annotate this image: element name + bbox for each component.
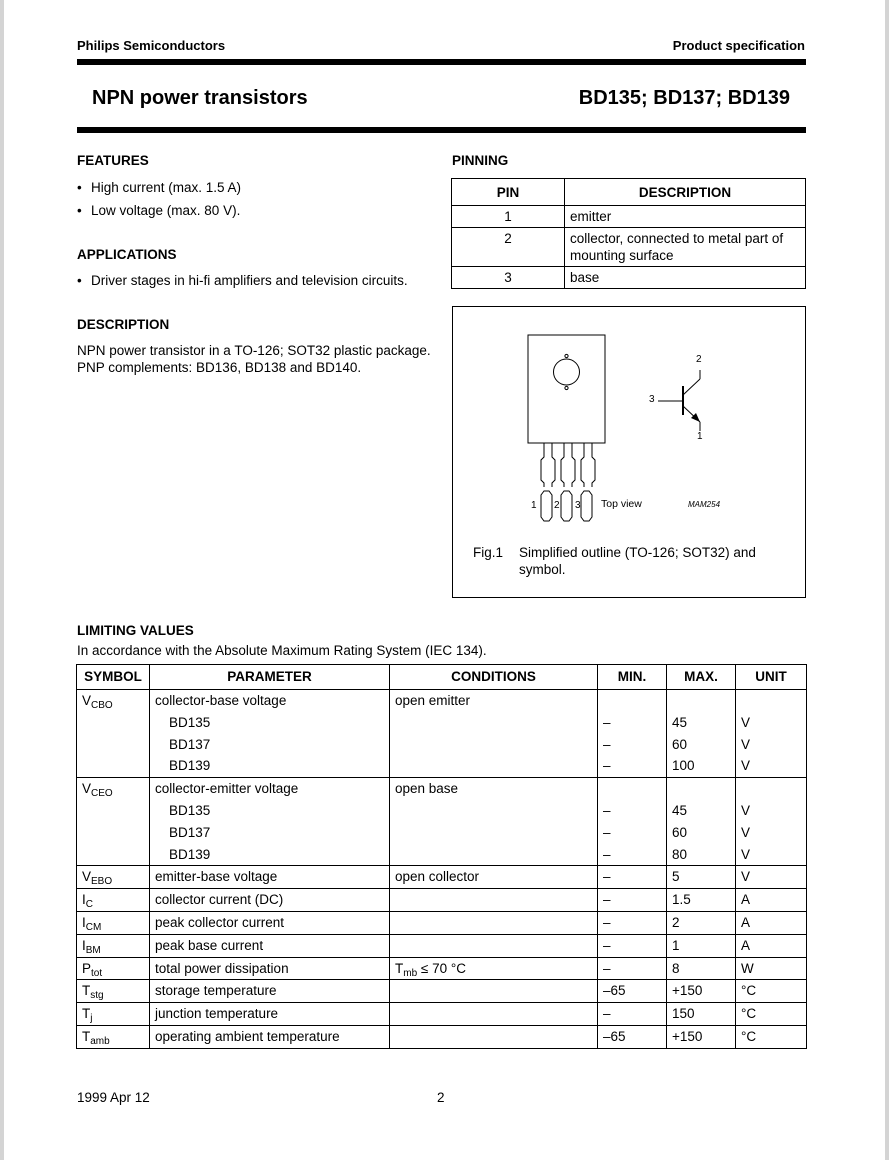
mounting-hole [554, 359, 580, 385]
max-cell: 45 [667, 712, 736, 734]
min-cell: – [598, 957, 667, 980]
parameter-cell: emitter-base voltage [150, 866, 390, 889]
conditions-cell [390, 1025, 598, 1048]
max-cell: +150 [667, 1025, 736, 1048]
part-cell: BD137 [150, 734, 390, 756]
symbol-cell: $P_{tot}$ [77, 957, 150, 980]
symbol-emitter-label: 1 [697, 431, 703, 442]
unit-cell: W [736, 957, 807, 980]
applications-list [77, 272, 447, 289]
min-cell: – [598, 800, 667, 822]
conditions-cell: open collector [390, 866, 598, 889]
parameter-cell: total power dissipation [150, 957, 390, 980]
lead-3-end [581, 491, 592, 521]
pin-description: base [565, 267, 806, 289]
description-text: NPN power transistor in a TO-126; SOT32 plastic package. PNP complements: BD136, BD138 and BD140. [77, 343, 431, 375]
parameter-cell: storage temperature [150, 980, 390, 1003]
lead-3 [581, 443, 595, 487]
symbol-base-label: 3 [649, 394, 655, 405]
pin-number: 1 [452, 206, 565, 228]
lead-1-end [541, 491, 552, 521]
figure-number: Fig.1 [473, 545, 504, 560]
collector-line [683, 379, 700, 395]
parameter-cell: collector current (DC) [150, 889, 390, 912]
max-cell: 1.5 [667, 889, 736, 912]
max-cell: 1 [667, 934, 736, 957]
table-row [77, 866, 807, 889]
pin-row [452, 206, 806, 228]
max-cell: 5 [667, 866, 736, 889]
min-cell: –65 [598, 1025, 667, 1048]
symbol-cell: $I_{CM}$ [77, 911, 150, 934]
min-cell: – [598, 889, 667, 912]
table-row [77, 1003, 807, 1026]
table-row [77, 844, 807, 866]
symbol-cell: $V_{CBO}$ [77, 690, 150, 712]
min-cell: – [598, 1003, 667, 1026]
table-row [77, 822, 807, 844]
pin-label-2: 2 [554, 500, 560, 511]
description-column-header: DESCRIPTION [565, 179, 806, 206]
symbol-cell: $T_{stg}$ [77, 980, 150, 1003]
limiting-values-heading: LIMITING VALUES [77, 623, 194, 638]
unit-cell: V [736, 755, 807, 777]
figure-caption: Simplified outline (TO-126; SOT32) and symbol. [519, 545, 756, 577]
symbol-collector-label: 2 [696, 354, 702, 365]
symbol-cell: $T_{amb}$ [77, 1025, 150, 1048]
applications-heading: APPLICATIONS [77, 247, 177, 262]
feature-item: • Low voltage (max. 80 V). [77, 202, 437, 219]
pinning-header-row [452, 179, 806, 206]
max-column-header: MAX. [667, 665, 736, 690]
company-name: Philips Semiconductors [77, 38, 226, 53]
table-row [77, 800, 807, 822]
features-heading: FEATURES [77, 153, 149, 168]
min-cell: –65 [598, 980, 667, 1003]
min-column-header: MIN. [598, 665, 667, 690]
conditions-column-header: CONDITIONS [390, 665, 598, 690]
features-list [77, 179, 437, 219]
pin-number: 3 [452, 267, 565, 289]
max-cell: +150 [667, 980, 736, 1003]
symbol-cell: $V_{EBO}$ [77, 866, 150, 889]
conditions-cell [390, 911, 598, 934]
pin-label-3: 3 [575, 500, 581, 511]
limiting-values-table [76, 664, 807, 1049]
parameter-cell: operating ambient temperature [150, 1025, 390, 1048]
conditions-cell: $T_{mb} \le 70$ °C [390, 957, 598, 980]
min-cell: – [598, 934, 667, 957]
conditions-cell [390, 980, 598, 1003]
table-row [77, 934, 807, 957]
figure-box [452, 306, 806, 598]
unit-cell: V [736, 822, 807, 844]
unit-cell: V [736, 800, 807, 822]
part-cell: BD139 [150, 755, 390, 777]
max-cell: 60 [667, 822, 736, 844]
symbol-cell: $T_j$ [77, 1003, 150, 1026]
symbol-cell: $V_{CEO}$ [77, 778, 150, 800]
table-row [77, 755, 807, 777]
table-row [77, 957, 807, 980]
feature-item: • High current (max. 1.5 A) [77, 179, 437, 196]
pin-description: emitter [565, 206, 806, 228]
top-view-label: Top view [601, 498, 642, 510]
pin-column-header: PIN [452, 179, 565, 206]
min-cell: – [598, 911, 667, 934]
limiting-header-row [77, 665, 807, 690]
symbol-column-header: SYMBOL [77, 665, 150, 690]
min-cell: – [598, 822, 667, 844]
unit-cell: A [736, 911, 807, 934]
application-item: • Driver stages in hi-fi amplifiers and television circuits. [77, 272, 447, 289]
pin-description: collector, connected to metal part of mounting surface [565, 228, 806, 267]
part-numbers: BD135; BD137; BD139 [578, 87, 790, 109]
min-cell: – [598, 712, 667, 734]
part-cell: BD135 [150, 712, 390, 734]
max-cell: 45 [667, 800, 736, 822]
pinning-heading: PINNING [452, 153, 509, 168]
part-cell: BD135 [150, 800, 390, 822]
page-number: 2 [437, 1090, 445, 1105]
table-row [77, 712, 807, 734]
page-title: NPN power transistors [92, 87, 308, 109]
unit-cell: °C [736, 1003, 807, 1026]
unit-cell: °C [736, 980, 807, 1003]
table-row [77, 911, 807, 934]
table-row [77, 690, 807, 712]
symbol-cell: $I_C$ [77, 889, 150, 912]
lead-2-end [561, 491, 572, 521]
pin-row [452, 267, 806, 289]
max-cell: 150 [667, 1003, 736, 1026]
pin-number: 2 [452, 228, 565, 267]
lead-1 [541, 443, 555, 487]
unit-cell: °C [736, 1025, 807, 1048]
limiting-values-intro: In accordance with the Absolute Maximum Rating System (IEC 134). [77, 643, 487, 658]
max-cell: 2 [667, 911, 736, 934]
min-cell: – [598, 866, 667, 889]
max-cell: 8 [667, 957, 736, 980]
conditions-cell [390, 889, 598, 912]
unit-cell: V [736, 844, 807, 866]
table-row [77, 889, 807, 912]
header-rule-top [77, 59, 806, 65]
document-type: Product specification [672, 38, 805, 53]
max-cell: 100 [667, 755, 736, 777]
conditions-cell: open emitter [390, 690, 598, 712]
parameter-cell: peak base current [150, 934, 390, 957]
pin-label-1: 1 [531, 500, 537, 511]
conditions-cell: open base [390, 778, 598, 800]
symbol-cell: $I_{BM}$ [77, 934, 150, 957]
parameter-column-header: PARAMETER [150, 665, 390, 690]
unit-cell: V [736, 712, 807, 734]
unit-cell: V [736, 734, 807, 756]
unit-cell: V [736, 866, 807, 889]
description-heading: DESCRIPTION [77, 317, 170, 332]
parameter-cell: peak collector current [150, 911, 390, 934]
lead-2 [561, 443, 575, 487]
max-cell: 60 [667, 734, 736, 756]
min-cell: – [598, 844, 667, 866]
table-row [77, 778, 807, 800]
conditions-cell [390, 1003, 598, 1026]
part-cell: BD139 [150, 844, 390, 866]
parameter-cell: collector-emitter voltage [150, 778, 390, 800]
conditions-cell [390, 934, 598, 957]
drawing-code: MAM254 [688, 500, 721, 509]
table-row [77, 734, 807, 756]
unit-cell: A [736, 934, 807, 957]
unit-column-header: UNIT [736, 665, 807, 690]
min-cell: – [598, 755, 667, 777]
min-cell: – [598, 734, 667, 756]
footer-date: 1999 Apr 12 [77, 1090, 150, 1105]
part-cell: BD137 [150, 822, 390, 844]
table-row [77, 980, 807, 1003]
pinning-table [451, 178, 806, 289]
max-cell: 80 [667, 844, 736, 866]
table-row [77, 1025, 807, 1048]
datasheet-page [4, 0, 885, 1160]
header-rule-bottom [77, 127, 806, 133]
pin-row [452, 228, 806, 267]
parameter-cell: collector-base voltage [150, 690, 390, 712]
unit-cell: A [736, 889, 807, 912]
parameter-cell: junction temperature [150, 1003, 390, 1026]
